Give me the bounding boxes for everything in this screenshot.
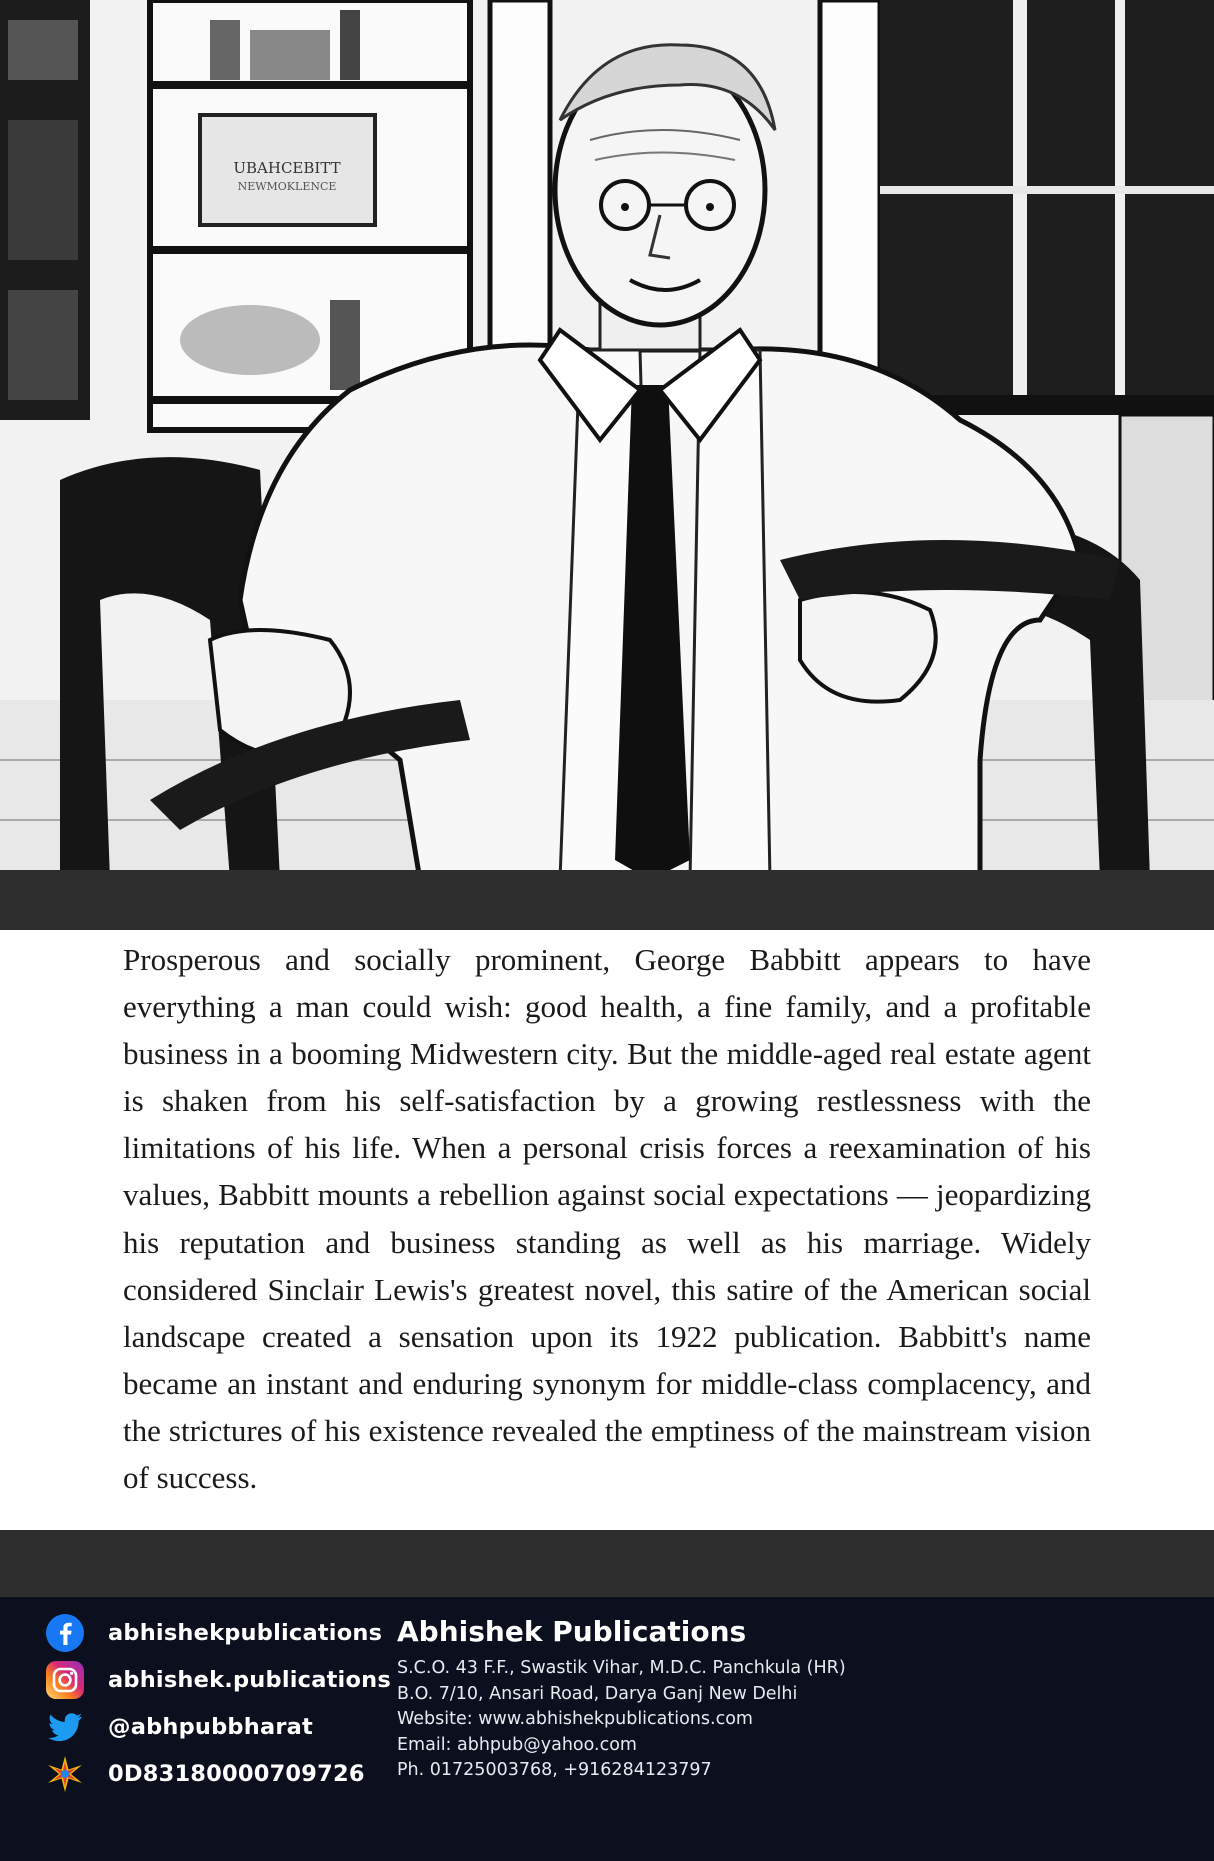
publisher-address-1: S.C.O. 43 F.F., Swastik Vihar, M.D.C. Panchkula (HR) [397, 1658, 846, 1678]
social-links [44, 1609, 391, 1797]
facebook-icon [44, 1612, 86, 1654]
social-twitter[interactable] [44, 1703, 391, 1750]
facebook-handle: abhishekpublications [108, 1619, 383, 1646]
sign-line-2: NEWMOKLENCE [237, 180, 337, 193]
portrait-illustration [0, 0, 1214, 880]
book-description: Prosperous and socially prominent, George Babbitt appears to have everything a man could wish: good health, a fine family, and a profitable business in a booming Midwestern city. But the middle-aged real estate agent is shaken from his self-satisfaction by a growing restlessness with the limitations of his life. When a personal crisis forces a reexamination of his values, Babbitt mounts a rebellion against social expectations — jeopardizing his reputation and business standing as well as his marriage. Widely considered Sinclair Lewis's greatest novel, this satire of the American social landscape created a sensation upon its 1922 publication. Babbitt's name became an instant and enduring synonym for middle-class complacency, and the strictures of his existence revealed the emptiness of the mainstream vision of success. [123, 942, 1091, 1496]
instagram-handle: abhishek.publications [108, 1666, 391, 1693]
publisher-phone: Ph. 01725003768, +916284123797 [397, 1760, 712, 1781]
instagram-icon [44, 1659, 86, 1701]
bottom-divider-band [0, 1520, 1214, 1605]
publisher-address-2: B.O. 7/10, Ansari Road, Darya Ganj New Delhi [397, 1683, 798, 1704]
publisher-name: Abhishek Publications [397, 1615, 747, 1648]
account-id: 0D83180000709726 [108, 1760, 365, 1787]
twitter-handle: @abhpubbharat [108, 1713, 313, 1740]
sign-line-1: UBAHCEBITT [233, 159, 341, 177]
publisher-footer [0, 1597, 1214, 1861]
social-instagram[interactable] [44, 1656, 391, 1703]
twitter-icon [44, 1706, 86, 1748]
publisher-info [397, 1615, 1197, 1784]
cover-illustration [0, 0, 1214, 880]
description-panel [0, 930, 1214, 1530]
publisher-email[interactable]: Email: abhpub@yahoo.com [397, 1734, 637, 1755]
star-icon [44, 1753, 86, 1795]
social-other[interactable] [44, 1750, 391, 1797]
publisher-website[interactable]: Website: www.abhishekpublications.com [397, 1709, 753, 1730]
social-facebook[interactable] [44, 1609, 391, 1656]
